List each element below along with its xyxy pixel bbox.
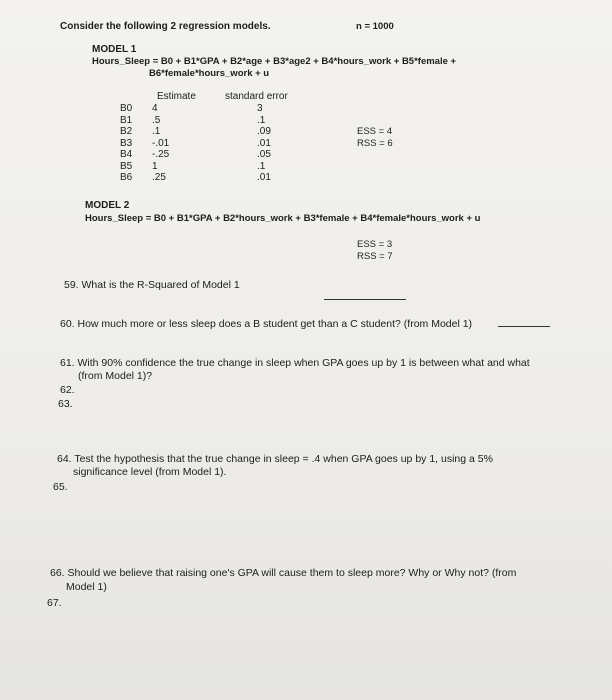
model2-rss: RSS = 7: [357, 251, 393, 262]
model1-equation-line2: B6*female*hours_work + u: [149, 68, 270, 79]
coef-estimate: .25: [152, 172, 166, 183]
model2-equation: Hours_Sleep = B0 + B1*GPA + B2*hours_work + B3*female + B4*female*hours_work + u: [85, 213, 481, 224]
coef-name: B4: [120, 149, 133, 160]
question-59: 59. What is the R-Squared of Model 1: [64, 279, 240, 291]
intro-text: Consider the following 2 regression models.: [60, 21, 271, 32]
estimate-column: [152, 103, 169, 184]
standard-error-column: [257, 103, 271, 184]
model1-title: MODEL 1: [92, 44, 137, 55]
coef-standard-error: 3: [257, 103, 263, 114]
item-number-67: 67.: [47, 597, 62, 609]
question-61-line2: (from Model 1)?: [78, 370, 153, 382]
coef-estimate: -.25: [152, 149, 170, 160]
coef-name: B2: [120, 126, 133, 137]
question-61-line1: 61. With 90% confidence the true change in sleep when GPA goes up by 1 is between what and what: [60, 357, 530, 369]
answer-line-60[interactable]: [498, 326, 550, 327]
model2-ess: ESS = 3: [357, 239, 393, 250]
item-number-62: 62.: [60, 384, 75, 396]
coef-name: B6: [120, 172, 133, 183]
coef-estimate: -.01: [152, 137, 170, 149]
question-64-line1: 64. Test the hypothesis that the true change in sleep = .4 when GPA goes up by 1, using a 5%: [57, 453, 493, 465]
coef-standard-error: .1: [257, 160, 266, 172]
coef-estimate: 4: [152, 103, 158, 114]
model2-title: MODEL 2: [85, 200, 130, 211]
estimate-header: Estimate: [157, 91, 196, 102]
coef-estimate: 1: [152, 160, 158, 172]
coef-name: B0: [120, 103, 133, 114]
coef-name-column: [120, 103, 132, 184]
question-64-line2: significance level (from Model 1).: [73, 466, 227, 478]
coef-name: B1: [120, 114, 133, 126]
question-66-line2: Model 1): [66, 581, 107, 593]
answer-line-59[interactable]: [324, 299, 406, 300]
coef-standard-error: .01: [257, 137, 271, 149]
item-number-63: 63.: [58, 398, 73, 410]
coef-standard-error: .05: [257, 149, 271, 160]
model1-ess: ESS = 4: [357, 126, 393, 137]
sample-size: n = 1000: [356, 21, 394, 32]
item-number-65: 65.: [53, 481, 68, 493]
question-66-line1: 66. Should we believe that raising one's GPA will cause them to sleep more? Why or Why not? (from: [50, 567, 517, 579]
coef-name: B3: [120, 137, 133, 149]
model1-rss: RSS = 6: [357, 138, 393, 149]
coef-standard-error: .01: [257, 172, 271, 183]
standard-error-header: standard error: [225, 91, 288, 102]
coef-estimate: .1: [152, 126, 161, 137]
coef-name: B5: [120, 160, 133, 172]
model1-equation-line1: Hours_Sleep = B0 + B1*GPA + B2*age + B3*age2 + B4*hours_work + B5*female +: [92, 56, 457, 67]
coef-standard-error: .1: [257, 114, 266, 126]
coef-standard-error: .09: [257, 126, 271, 137]
coef-estimate: .5: [152, 114, 161, 126]
question-60: 60. How much more or less sleep does a B student get than a C student? (from Model 1): [60, 318, 473, 330]
